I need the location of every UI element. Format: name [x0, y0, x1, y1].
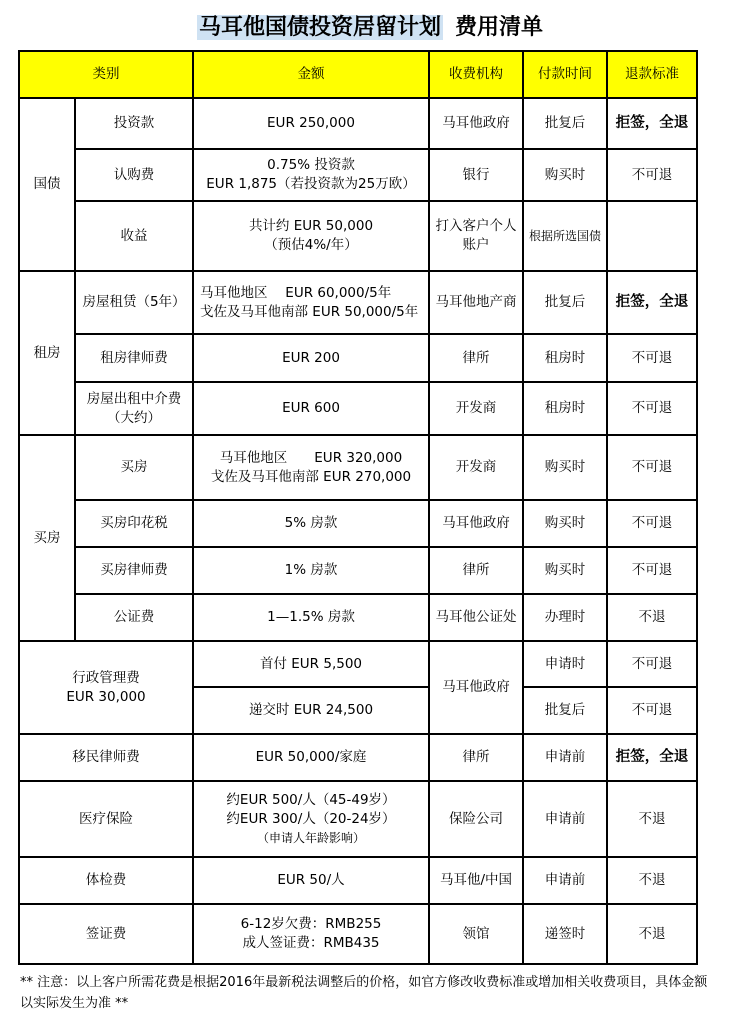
footnote: ** 注意：以上客户所需花费是根据2016年最新税法调整后的价格，如官方修改收费标准或增加相关收费项目，具体金额以实际发生为准 ** [20, 975, 708, 1011]
item-name: 收益 [75, 201, 193, 271]
table-row [19, 641, 697, 687]
item-amount: 5% 房款 [193, 500, 429, 547]
item-amount [193, 435, 429, 500]
item-agency: 马耳他/中国 [429, 857, 523, 904]
item-refund: 不退 [607, 904, 697, 964]
item-agency: 打入客户个人账户 [429, 201, 523, 271]
item-time: 购买时 [523, 435, 607, 500]
amount-line: 戈佐及马耳他南部 EUR 50,000/5年 [200, 303, 419, 320]
admin-name-line: EUR 30,000 [66, 688, 146, 705]
item-time: 租房时 [523, 334, 607, 382]
item-refund: 不可退 [607, 382, 697, 435]
amount-line: 戈佐及马耳他南部 EUR 270,000 [210, 468, 412, 485]
amount-line: 成人签证费：RMB435 [242, 935, 380, 951]
table-row [19, 904, 697, 964]
item-agency: 马耳他地产商 [429, 271, 523, 334]
item-amount: EUR 600 [193, 382, 429, 435]
item-time: 申请时 [523, 641, 607, 687]
fee-table [18, 50, 698, 965]
item-name: 房屋出租中介费（大约） [75, 382, 193, 435]
item-amount [193, 201, 429, 271]
item-name: 买房律师费 [75, 547, 193, 594]
amount-line: 马耳他地区 EUR 60,000/5年 [200, 284, 392, 301]
group-rent: 租房 [19, 271, 75, 435]
item-refund: 不可退 [607, 435, 697, 500]
item-agency: 马耳他政府 [429, 641, 523, 734]
item-refund: 不可退 [607, 149, 697, 201]
item-name: 认购费 [75, 149, 193, 201]
table-row [19, 201, 697, 271]
item-amount [193, 904, 429, 964]
item-agency: 开发商 [429, 382, 523, 435]
item-agency: 开发商 [429, 435, 523, 500]
item-name: 房屋租赁（5年） [75, 271, 193, 334]
item-name: 投资款 [75, 98, 193, 149]
item-refund: 不可退 [607, 500, 697, 547]
item-name: 买房印花税 [75, 500, 193, 547]
item-amount [193, 781, 429, 857]
item-time: 办理时 [523, 594, 607, 641]
item-refund: 拒签，全退 [607, 734, 697, 781]
item-amount: 1% 房款 [193, 547, 429, 594]
title-rest: 费用清单 [455, 15, 544, 40]
item-amount: EUR 200 [193, 334, 429, 382]
table-row [19, 781, 697, 857]
item-agency: 律所 [429, 734, 523, 781]
table-row [19, 435, 697, 500]
item-name: 签证费 [19, 904, 193, 964]
table-row [19, 149, 697, 201]
item-amount: EUR 50,000/家庭 [193, 734, 429, 781]
page-title [0, 10, 740, 46]
header-amount: 金额 [193, 51, 429, 98]
item-time: 购买时 [523, 500, 607, 547]
item-refund: 不可退 [607, 687, 697, 734]
item-name: 移民律师费 [19, 734, 193, 781]
item-time: 租房时 [523, 382, 607, 435]
item-agency: 银行 [429, 149, 523, 201]
table-row [19, 500, 697, 547]
title-highlight: 马耳他国债投资居留计划 [198, 15, 441, 40]
item-name: 体检费 [19, 857, 193, 904]
item-amount: EUR 250,000 [193, 98, 429, 149]
item-amount [193, 149, 429, 201]
item-amount: 递交时 EUR 24,500 [193, 687, 429, 734]
item-name: 租房律师费 [75, 334, 193, 382]
item-refund [607, 201, 697, 271]
table-row [19, 547, 697, 594]
item-agency: 马耳他政府 [429, 500, 523, 547]
amount-line: （预估4%/年） [264, 237, 358, 253]
admin-name-line: 行政管理费 [72, 669, 140, 686]
amount-line: 共计约 EUR 50,000 [248, 218, 374, 234]
header-refund: 退款标准 [607, 51, 697, 98]
item-time: 申请前 [523, 781, 607, 857]
item-agency: 马耳他政府 [429, 98, 523, 149]
item-refund: 不可退 [607, 641, 697, 687]
item-time: 申请前 [523, 857, 607, 904]
table-row [19, 98, 697, 149]
item-name: 公证费 [75, 594, 193, 641]
item-amount [193, 271, 429, 334]
item-time: 申请前 [523, 734, 607, 781]
amount-line: 0.75% 投资款 [267, 157, 355, 173]
item-agency: 律所 [429, 334, 523, 382]
table-row [19, 271, 697, 334]
item-time: 购买时 [523, 149, 607, 201]
item-time: 批复后 [523, 687, 607, 734]
amount-line: 6-12岁欠费：RMB255 [240, 916, 382, 932]
amount-note: （申请人年龄影响） [256, 830, 365, 845]
item-time: 批复后 [523, 271, 607, 334]
table-row [19, 334, 697, 382]
amount-line: 约EUR 500/人（45-49岁） [226, 791, 396, 808]
item-name: 医疗保险 [19, 781, 193, 857]
item-refund: 不退 [607, 857, 697, 904]
item-name: 买房 [75, 435, 193, 500]
item-agency: 律所 [429, 547, 523, 594]
amount-line: 马耳他地区 EUR 320,000 [219, 449, 403, 466]
item-agency: 领馆 [429, 904, 523, 964]
item-amount: 首付 EUR 5,500 [193, 641, 429, 687]
item-time: 根据所选国债 [523, 201, 607, 271]
group-bonds: 国债 [19, 98, 75, 271]
admin-fee-name [19, 641, 193, 734]
item-agency: 马耳他公证处 [429, 594, 523, 641]
amount-line: 约EUR 300/人（20-24岁） [226, 810, 396, 827]
table-row [19, 734, 697, 781]
item-amount: 1—1.5% 房款 [193, 594, 429, 641]
item-refund: 不可退 [607, 547, 697, 594]
item-agency: 保险公司 [429, 781, 523, 857]
item-refund: 不退 [607, 594, 697, 641]
group-buy: 买房 [19, 435, 75, 641]
item-time: 递签时 [523, 904, 607, 964]
header-agency: 收费机构 [429, 51, 523, 98]
table-row [19, 594, 697, 641]
item-time: 批复后 [523, 98, 607, 149]
header-category: 类别 [19, 51, 193, 98]
table-header-row [19, 51, 697, 98]
item-refund: 拒签，全退 [607, 271, 697, 334]
item-refund: 不退 [607, 781, 697, 857]
header-time: 付款时间 [523, 51, 607, 98]
item-amount: EUR 50/人 [193, 857, 429, 904]
table-row [19, 857, 697, 904]
table-row [19, 382, 697, 435]
amount-line: EUR 1,875（若投资款为25万欧） [206, 176, 416, 192]
item-refund: 拒签，全退 [607, 98, 697, 149]
item-time: 购买时 [523, 547, 607, 594]
item-refund: 不可退 [607, 334, 697, 382]
